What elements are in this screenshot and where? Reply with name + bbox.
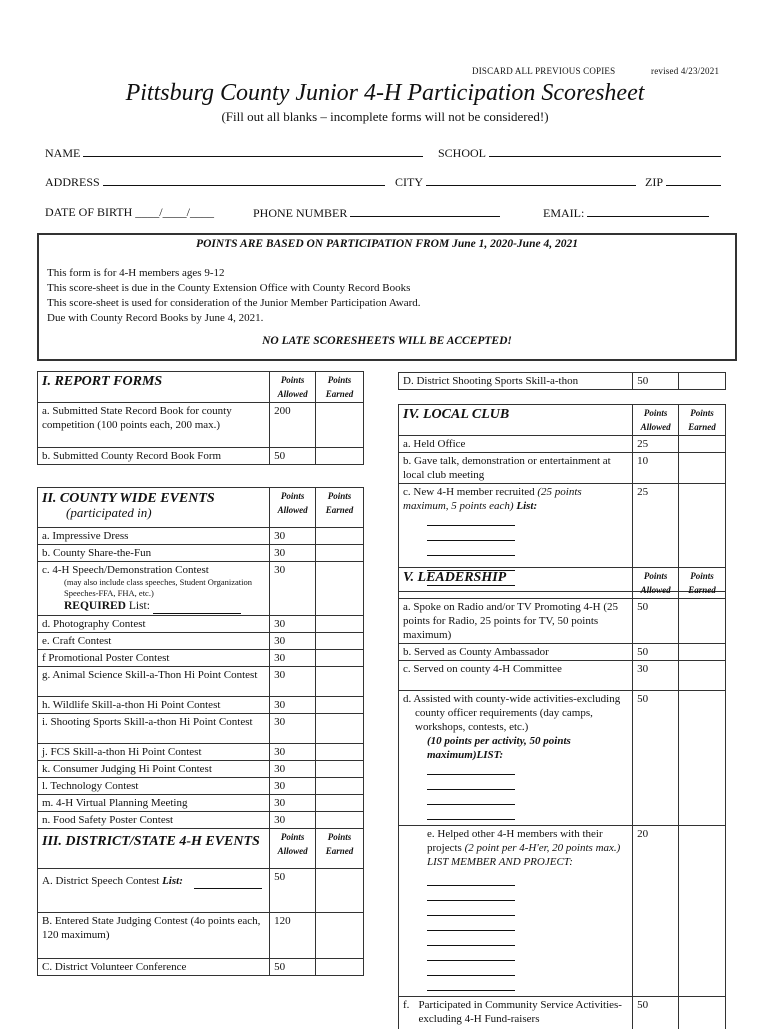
- recruit-list-blank[interactable]: [427, 515, 515, 526]
- county-events-table: [37, 487, 364, 829]
- address-field[interactable]: [45, 174, 385, 190]
- speech-note: (may also include class speeches, Student Organization Speeches-FFA, FHA, etc.): [64, 577, 252, 598]
- district-item-a-earned[interactable]: [316, 869, 364, 913]
- county-item-m: m. 4-H Virtual Planning Meeting: [38, 795, 270, 812]
- county-item-e: e. Craft Contest: [38, 633, 270, 650]
- county-item-k-points: 30: [270, 761, 316, 778]
- leadership-item-b-earned[interactable]: [679, 644, 726, 661]
- district-speech-list-blank[interactable]: [194, 874, 262, 889]
- county-item-j-earned[interactable]: [316, 744, 364, 761]
- county-item-f-earned[interactable]: [316, 650, 364, 667]
- county-item-a-points: 30: [270, 528, 316, 545]
- notice-line-1: This form is for 4-H members ages 9-12: [47, 267, 225, 279]
- activity-list-blank[interactable]: [427, 779, 515, 790]
- county-item-l-earned[interactable]: [316, 778, 364, 795]
- county-item-n-earned[interactable]: [316, 812, 364, 829]
- local-item-b-points: 10: [633, 453, 679, 484]
- report-forms-heading: I. REPORT FORMS: [38, 372, 270, 403]
- local-item-c-list-label: List:: [516, 500, 538, 512]
- col-allowed: Points Allowed: [270, 488, 316, 528]
- district-item-c-points: 50: [270, 959, 316, 976]
- notice-line-4: Due with County Record Books by June 4, 2021.: [47, 312, 264, 324]
- county-item-c: c. 4-H Speech/Demonstration Contest: [42, 564, 209, 576]
- county-item-b: b. County Share-the-Fun: [38, 545, 270, 562]
- county-item-k: k. Consumer Judging Hi Point Contest: [38, 761, 270, 778]
- leadership-item-b-points: 50: [633, 644, 679, 661]
- report-item-a-points: 200: [270, 403, 316, 448]
- district-item-a-points: 50: [270, 869, 316, 913]
- report-item-b-points: 50: [270, 448, 316, 465]
- county-item-m-earned[interactable]: [316, 795, 364, 812]
- county-item-n: n. Food Safety Poster Contest: [38, 812, 270, 829]
- local-item-b: b. Gave talk, demonstration or entertainment at local club meeting: [399, 453, 633, 484]
- county-item-j-points: 30: [270, 744, 316, 761]
- district-events-table: [37, 828, 364, 976]
- school-field[interactable]: [438, 145, 721, 161]
- col-allowed: Points Allowed: [270, 829, 316, 869]
- leadership-item-d-points: 50: [633, 691, 679, 826]
- district-shooting-table: [398, 372, 726, 390]
- page-title: Pittsburg County Junior 4-H Participation Scoresheet: [125, 80, 645, 106]
- report-item-b: b. Submitted County Record Book Form: [38, 448, 270, 465]
- district-item-b-points: 120: [270, 913, 316, 959]
- col-allowed: Points Allowed: [633, 568, 679, 599]
- leadership-item-e: e. Helped other 4-H members with their projects: [427, 828, 603, 854]
- county-item-e-points: 30: [270, 633, 316, 650]
- address-label: ADDRESS: [45, 175, 100, 189]
- col-earned: Points Earned: [316, 829, 364, 869]
- local-item-a-points: 25: [633, 436, 679, 453]
- leadership-item-f: Participated in Community Service Activities-excluding 4-H Fund-raisers: [418, 999, 622, 1025]
- local-item-c-points: 25: [633, 484, 679, 592]
- report-item-a-earned[interactable]: [316, 403, 364, 448]
- col-allowed: Points Allowed: [633, 405, 679, 436]
- leadership-item-c-earned[interactable]: [679, 661, 726, 691]
- leadership-table: [398, 567, 726, 1029]
- county-item-g-earned[interactable]: [316, 667, 364, 697]
- county-subheading: (participated in): [66, 505, 152, 520]
- county-item-i-points: 30: [270, 714, 316, 744]
- district-item-a-list-label: List:: [162, 875, 183, 887]
- revised-date: revised 4/23/2021: [651, 66, 720, 76]
- county-item-h: h. Wildlife Skill-a-thon Hi Point Contest: [38, 697, 270, 714]
- county-item-c-points: 30: [270, 562, 316, 616]
- dob-field[interactable]: DATE OF BIRTH ____/____/____: [45, 205, 214, 219]
- leadership-item-a-earned[interactable]: [679, 599, 726, 644]
- report-item-b-earned[interactable]: [316, 448, 364, 465]
- member-list-blank[interactable]: [427, 875, 515, 886]
- col-earned: Points Earned: [679, 405, 726, 436]
- leadership-item-d-earned[interactable]: [679, 691, 726, 826]
- required-list-blank[interactable]: [153, 599, 241, 614]
- email-label: EMAIL:: [543, 206, 585, 220]
- county-item-i: i. Shooting Sports Skill-a-thon Hi Point Contest: [38, 714, 270, 744]
- city-label: CITY: [395, 175, 423, 189]
- leadership-item-a-points: 50: [633, 599, 679, 644]
- member-list-blank[interactable]: [427, 905, 515, 916]
- leadership-item-f-points: 50: [633, 997, 679, 1029]
- local-item-c: c. New 4-H member recruited: [403, 486, 535, 498]
- discard-note: DISCARD ALL PREVIOUS COPIES: [472, 66, 616, 76]
- county-item-k-earned[interactable]: [316, 761, 364, 778]
- notice-line-2: This score-sheet is due in the County Extension Office with County Record Books: [47, 282, 411, 294]
- local-club-table: [398, 404, 726, 592]
- member-list-blank[interactable]: [427, 890, 515, 901]
- city-field[interactable]: [395, 174, 636, 190]
- phone-label: PHONE NUMBER: [253, 206, 348, 220]
- notice-late: NO LATE SCORESHEETS WILL BE ACCEPTED!: [262, 335, 512, 347]
- col-earned: Points Earned: [316, 488, 364, 528]
- district-item-b-earned[interactable]: [316, 913, 364, 959]
- member-list-blank[interactable]: [427, 950, 515, 961]
- county-item-d-earned[interactable]: [316, 616, 364, 633]
- district-item-d-earned[interactable]: [679, 373, 726, 390]
- local-item-a: a. Held Office: [399, 436, 633, 453]
- county-item-i-earned[interactable]: [316, 714, 364, 744]
- leadership-item-e-note: (2 point per 4-H'er, 20 points max.) LIST MEMBER AND PROJECT:: [427, 842, 621, 868]
- local-item-c-note: (25 points maximum, 5 points each): [403, 486, 582, 512]
- leadership-item-c-points: 30: [633, 661, 679, 691]
- phone-field[interactable]: [253, 205, 500, 221]
- notice-line-3: This score-sheet is used for consideration of the Junior Member Participation Award.: [47, 297, 421, 309]
- county-item-d-points: 30: [270, 616, 316, 633]
- county-item-f: f Promotional Poster Contest: [38, 650, 270, 667]
- zip-field[interactable]: [645, 174, 721, 190]
- member-list-blank[interactable]: [427, 935, 515, 946]
- county-item-f-points: 30: [270, 650, 316, 667]
- member-list-blank[interactable]: [427, 920, 515, 931]
- county-item-g: g. Animal Science Skill-a-Thon Hi Point Contest: [38, 667, 270, 697]
- report-item-a: a. Submitted State Record Book for county competition (100 points each, 200 max.): [38, 403, 270, 448]
- zip-label: ZIP: [645, 175, 663, 189]
- county-item-g-points: 30: [270, 667, 316, 697]
- notice-title: POINTS ARE BASED ON PARTICIPATION FROM June 1, 2020-June 4, 2021: [196, 238, 578, 250]
- local-heading: IV. LOCAL CLUB: [399, 405, 633, 436]
- page-subtitle: (Fill out all blanks – incomplete forms will not be considered!): [221, 109, 549, 124]
- school-label: SCHOOL: [438, 146, 486, 160]
- local-item-a-earned[interactable]: [679, 436, 726, 453]
- leadership-heading: V. LEADERSHIP: [399, 568, 633, 599]
- county-item-d: d. Photography Contest: [38, 616, 270, 633]
- county-item-m-points: 30: [270, 795, 316, 812]
- leadership-item-d-note: (10 points per activity, 50 points maximum)LIST:: [427, 735, 571, 761]
- required-label: REQUIRED: [64, 600, 126, 612]
- leadership-item-d: d. Assisted with county-wide activities-excluding county officer requirements (day camps, workshops, contests, etc.): [403, 693, 621, 733]
- activity-list-blank[interactable]: [427, 764, 515, 775]
- leadership-item-b: b. Served as County Ambassador: [399, 644, 633, 661]
- county-item-n-points: 30: [270, 812, 316, 829]
- district-item-c-earned[interactable]: [316, 959, 364, 976]
- email-field[interactable]: [543, 205, 709, 221]
- county-item-h-points: 30: [270, 697, 316, 714]
- county-heading: II. COUNTY WIDE EVENTS: [42, 491, 215, 506]
- activity-list-blank[interactable]: [427, 794, 515, 805]
- required-list-label: List:: [128, 600, 150, 612]
- recruit-list-blank[interactable]: [427, 530, 515, 541]
- local-item-b-earned[interactable]: [679, 453, 726, 484]
- name-field[interactable]: [45, 145, 423, 161]
- county-item-l: l. Technology Contest: [38, 778, 270, 795]
- district-item-a: A. District Speech Contest: [42, 875, 160, 887]
- county-item-j: j. FCS Skill-a-thon Hi Point Contest: [38, 744, 270, 761]
- col-allowed: Points Allowed: [270, 372, 316, 403]
- leadership-item-e-earned[interactable]: [679, 826, 726, 997]
- district-item-d: D. District Shooting Sports Skill-a-thon: [399, 373, 633, 390]
- leadership-item-c: c. Served on county 4-H Committee: [399, 661, 633, 691]
- county-item-b-earned[interactable]: [316, 545, 364, 562]
- member-list-blank[interactable]: [427, 965, 515, 976]
- col-earned: Points Earned: [679, 568, 726, 599]
- district-item-c: C. District Volunteer Conference: [38, 959, 270, 976]
- member-list-blank[interactable]: [427, 980, 515, 991]
- county-item-a-earned[interactable]: [316, 528, 364, 545]
- district-heading: III. DISTRICT/STATE 4-H EVENTS: [38, 829, 270, 869]
- recruit-list-blank[interactable]: [427, 545, 515, 556]
- district-item-d-points: 50: [633, 373, 679, 390]
- leadership-item-f-letter: f.: [403, 999, 410, 1011]
- leadership-item-e-points: 20: [633, 826, 679, 997]
- col-earned: Points Earned: [316, 372, 364, 403]
- county-item-c-earned[interactable]: [316, 562, 364, 616]
- county-item-e-earned[interactable]: [316, 633, 364, 650]
- report-forms-table: [37, 371, 364, 465]
- activity-list-blank[interactable]: [427, 809, 515, 820]
- county-item-l-points: 30: [270, 778, 316, 795]
- county-item-b-points: 30: [270, 545, 316, 562]
- county-item-a: a. Impressive Dress: [38, 528, 270, 545]
- district-item-b: B. Entered State Judging Contest (4o points each, 120 maximum): [38, 913, 270, 959]
- notice-box: [37, 233, 737, 361]
- county-item-h-earned[interactable]: [316, 697, 364, 714]
- name-label: NAME: [45, 146, 81, 160]
- leadership-item-a: a. Spoke on Radio and/or TV Promoting 4-H (25 points for Radio, 25 points for TV, 50 points maximum): [399, 599, 633, 644]
